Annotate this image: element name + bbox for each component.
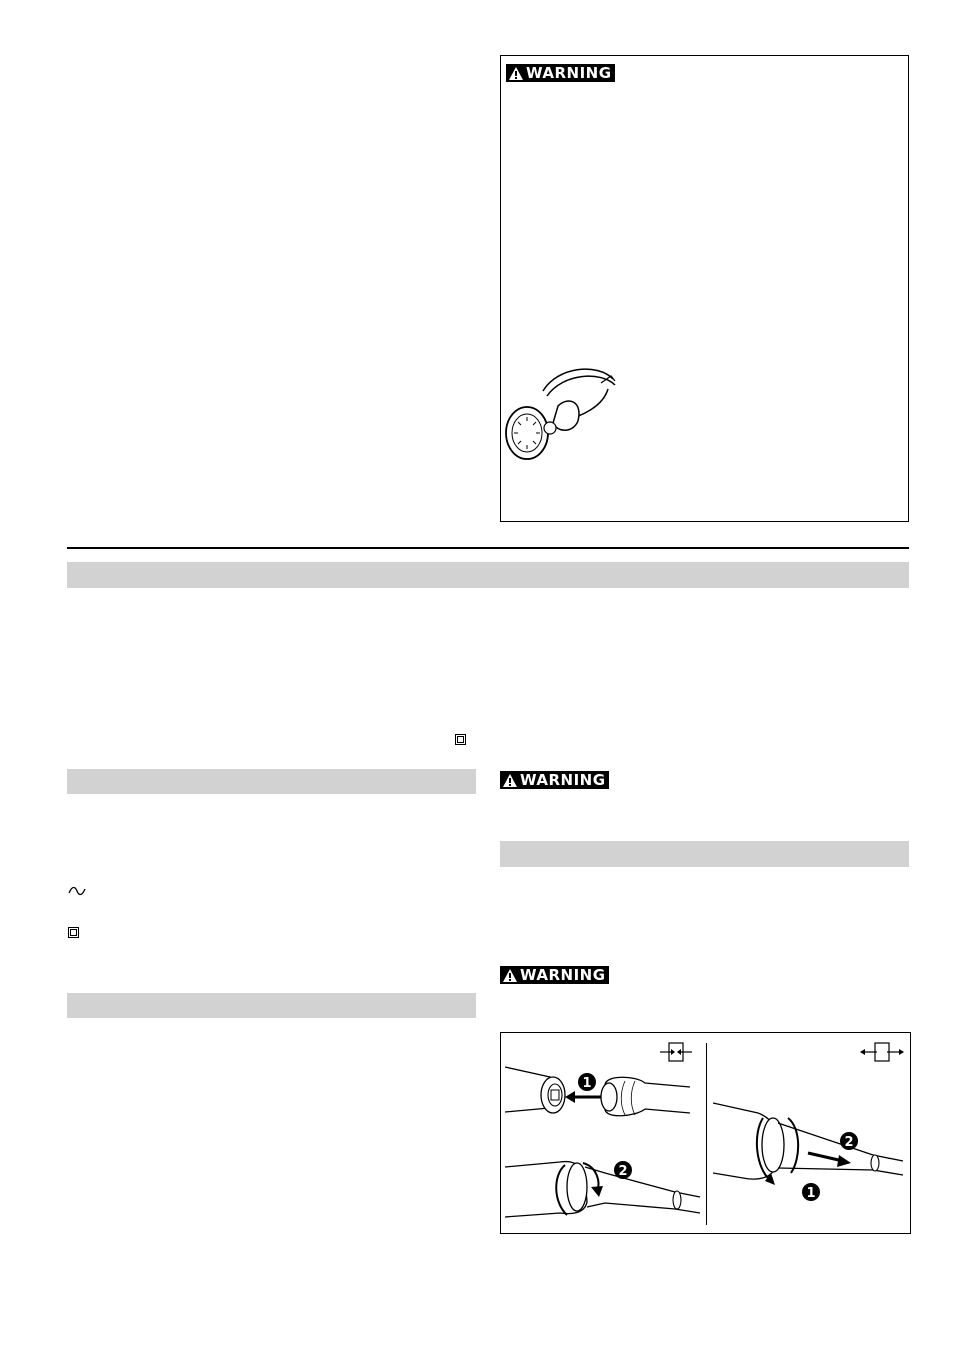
double-insulation-symbol	[455, 734, 466, 745]
detach-arrows-icon	[859, 1041, 905, 1063]
step-badge-2-right: 2	[844, 1135, 854, 1150]
hose-connection-figure	[500, 1032, 911, 1234]
respirator-mask-icon	[503, 361, 623, 471]
warning-text: WARNING	[520, 771, 606, 789]
step-badge-1-right: 1	[806, 1186, 816, 1201]
attach-hose-illustration	[505, 1057, 705, 1232]
section-heading-bar-specifications	[67, 769, 476, 794]
warning-triangle-icon	[502, 968, 518, 983]
detach-hose-illustration	[713, 1073, 908, 1233]
warning-text: WARNING	[520, 966, 606, 984]
section-heading-bar-intended-use	[67, 993, 476, 1018]
warning-box-respirator	[500, 55, 909, 522]
warning-text: WARNING	[526, 64, 612, 82]
figure-divider	[706, 1043, 707, 1225]
warning-triangle-icon	[508, 66, 524, 81]
double-insulation-symbol-small	[68, 927, 79, 938]
ac-current-symbol	[67, 885, 87, 897]
step-badge-2: 2	[618, 1164, 628, 1179]
section-heading-bar	[67, 562, 909, 588]
warning-label-3	[500, 966, 609, 984]
section-divider	[67, 547, 909, 549]
warning-triangle-icon	[502, 773, 518, 788]
section-heading-bar-assembly	[500, 841, 909, 867]
step-badge-1: 1	[582, 1076, 592, 1091]
warning-label-2	[500, 771, 609, 789]
warning-label	[506, 64, 615, 82]
